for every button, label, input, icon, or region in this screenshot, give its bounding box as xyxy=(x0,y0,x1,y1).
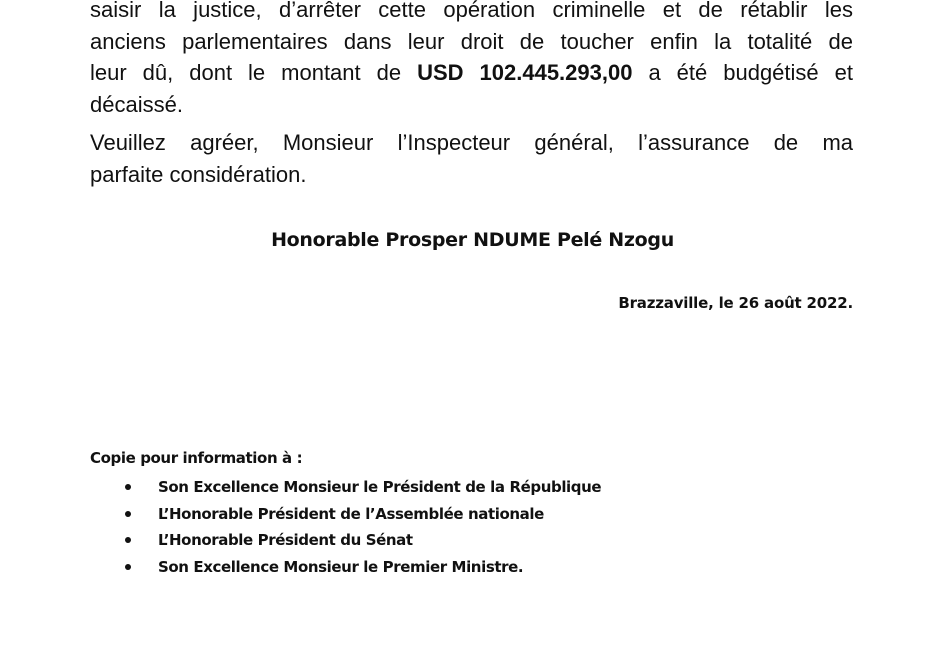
amount-line-suffix: a été budgétisé et xyxy=(632,60,853,86)
bullet-icon xyxy=(125,564,131,570)
closing-paragraph xyxy=(90,0,853,120)
list-item xyxy=(125,476,601,503)
copy-recipient-list xyxy=(125,476,601,582)
list-item xyxy=(125,556,601,583)
paragraph-line: décaissé. xyxy=(90,91,183,117)
recipient-label: L’Honorable Président du Sénat xyxy=(158,531,413,549)
bullet-icon xyxy=(125,511,131,517)
amount-line xyxy=(90,57,853,89)
list-item xyxy=(125,529,601,556)
recipient-label: Son Excellence Monsieur le Premier Ministre. xyxy=(158,557,524,576)
salutation-line: Veuillez agréer, Monsieur l’Inspecteur général, l’assurance de ma xyxy=(90,130,853,155)
signatory-name: Honorable Prosper NDUME Pelé Nzogu xyxy=(271,229,674,251)
list-item xyxy=(125,503,601,530)
bullet-icon xyxy=(125,537,131,543)
bullet-icon xyxy=(125,484,131,490)
budget-amount: USD 102.445.293,00 xyxy=(417,60,633,86)
paragraph-line: anciens parlementaires dans leur droit de toucher enfin la totalité de xyxy=(90,28,853,54)
salutation-line: parfaite considération. xyxy=(90,161,307,187)
copy-heading: Copie pour information à : xyxy=(90,449,303,467)
amount-line-prefix: leur dû, dont le montant de xyxy=(90,60,418,86)
salutation-paragraph xyxy=(90,127,853,190)
place-and-date: Brazzaville, le 26 août 2022. xyxy=(618,294,853,312)
recipient-label: L’Honorable Président de l’Assemblée nationale xyxy=(158,504,544,523)
paragraph-line: saisir la justice, d’arrêter cette opération criminelle et de rétablir les xyxy=(90,0,853,22)
recipient-label: Son Excellence Monsieur le Président de la République xyxy=(158,478,602,496)
